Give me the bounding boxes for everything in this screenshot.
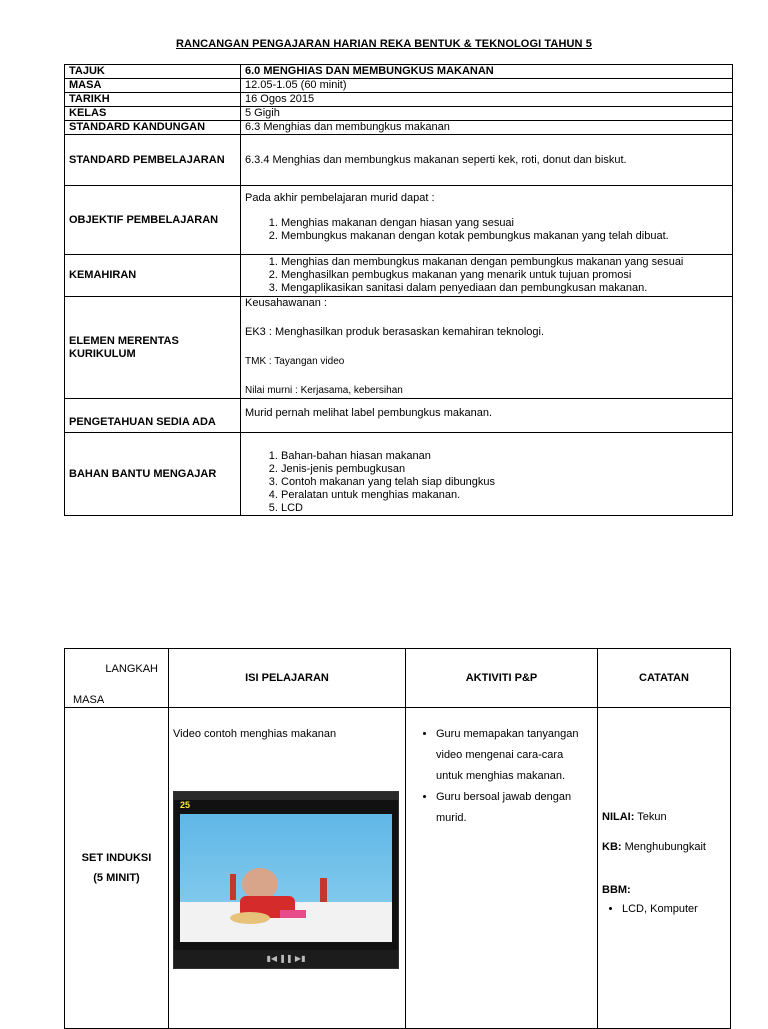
- label-bahan: BAHAN BANTU MENGAJAR: [65, 433, 241, 516]
- value-tajuk: 6.0 MENGHIAS DAN MEMBUNGKUS MAKANAN: [241, 65, 733, 79]
- row-tajuk: [65, 65, 733, 79]
- value-objektif: [241, 186, 733, 255]
- row-kemahiran: [65, 255, 733, 297]
- list-item: 1. Bahan-bahan hiasan makanan: [281, 450, 728, 463]
- isi-cell: [169, 708, 406, 1029]
- row-standard-pembelajaran: [65, 135, 733, 186]
- label-elemen: ELEMEN MERENTAS KURIKULUM: [65, 297, 241, 399]
- lesson-header-row: [65, 649, 731, 708]
- objektif-intro: Pada akhir pembelajaran murid dapat :: [245, 192, 435, 204]
- list-item: • LCD, Komputer: [622, 903, 726, 916]
- label-standard-kandungan: STANDARD KANDUNGAN: [65, 121, 241, 135]
- lesson-row-set-induksi: [65, 708, 731, 1029]
- list-item: • Guru bersoal jawab dengan murid.: [436, 787, 593, 829]
- value-standard-pembelajaran: 6.3.4 Menghias dan membungkus makanan seperti kek, roti, donut dan biskut.: [241, 135, 733, 186]
- video-frame-illustration: [180, 814, 392, 942]
- value-standard-kandungan: 6.3 Menghias dan membungkus makanan: [241, 121, 733, 135]
- list-item: 4. Peralatan untuk menghias makanan.: [281, 489, 728, 502]
- video-screenshot: [173, 791, 399, 969]
- header-masa: MASA: [73, 694, 105, 706]
- row-masa: [65, 79, 733, 93]
- nilai-label: NILAI:: [602, 811, 635, 823]
- aktiviti-list: [410, 724, 593, 829]
- label-objektif: OBJEKTIF PEMBELAJARAN: [65, 186, 241, 255]
- header-langkah-masa: [65, 649, 169, 708]
- list-item: 1. Menghias makanan dengan hiasan yang sesuai: [281, 217, 728, 230]
- header-catatan: CATATAN: [598, 649, 731, 708]
- elemen-line-2: EK3 : Menghasilkan produk berasaskan kemahiran teknologi.: [245, 326, 545, 338]
- bahan-list: [245, 450, 728, 515]
- video-controls: ▮◀ ❚❚ ▶▮: [174, 950, 398, 968]
- label-tarikh: TARIKH: [65, 93, 241, 107]
- nilai-line: [602, 811, 726, 824]
- kb-label: KB:: [602, 841, 622, 853]
- label-pengetahuan: PENGETAHUAN SEDIA ADA: [65, 399, 241, 433]
- row-objektif: [65, 186, 733, 255]
- value-kemahiran: [241, 255, 733, 297]
- list-item: 2. Membungkus makanan dengan kotak pembungkus makanan yang telah dibuat.: [281, 230, 728, 243]
- stage-name: SET INDUKSI: [81, 852, 152, 864]
- video-frame: [180, 814, 392, 942]
- list-item: 3. Mengaplikasikan sanitasi dalam penyediaan dan pembungkusan makanan.: [281, 282, 728, 295]
- label-kemahiran: KEMAHIRAN: [65, 255, 241, 297]
- kemahiran-list: [245, 256, 728, 295]
- row-pengetahuan: [65, 399, 733, 433]
- value-pengetahuan: Murid pernah melihat label pembungkus makanan.: [241, 399, 733, 433]
- page-title: RANCANGAN PENGAJARAN HARIAN REKA BENTUK & TEKNOLOGI TAHUN 5: [176, 38, 592, 50]
- row-standard-kandungan: [65, 121, 733, 135]
- elemen-line-1: Keusahawanan :: [245, 297, 327, 309]
- bbm-label: BBM:: [602, 884, 631, 896]
- header-langkah: LANGKAH: [105, 663, 158, 675]
- row-kelas: [65, 107, 733, 121]
- info-table: [64, 64, 733, 516]
- isi-text: Video contoh menghias makanan: [173, 728, 337, 740]
- catatan-cell: [598, 708, 731, 1029]
- bbm-list: [602, 903, 726, 916]
- list-item: 2. Jenis-jenis pembugkusan: [281, 463, 728, 476]
- row-bahan: [65, 433, 733, 516]
- nilai-value: Tekun: [634, 811, 667, 823]
- elemen-line-4: Nilai murni : Kerjasama, kebersihan: [245, 385, 403, 396]
- label-tajuk: TAJUK: [65, 65, 241, 79]
- stage-cell: [65, 708, 169, 1029]
- value-tarikh: 16 Ogos 2015: [241, 93, 733, 107]
- value-bahan: [241, 433, 733, 516]
- aktiviti-cell: [406, 708, 598, 1029]
- elemen-line-3: TMK : Tayangan video: [245, 356, 345, 367]
- header-aktiviti: AKTIVITI P&P: [406, 649, 598, 708]
- objektif-list: [245, 217, 728, 243]
- list-item: 5. LCD: [281, 502, 728, 515]
- list-item: 2. Menghasilkan pembugkus makanan yang menarik untuk tujuan promosi: [281, 269, 728, 282]
- video-counter: 25: [180, 800, 191, 810]
- label-masa: MASA: [65, 79, 241, 93]
- value-elemen: [241, 297, 733, 399]
- list-item: 1. Menghias dan membungkus makanan dengan pembungkus makanan yang sesuai: [281, 256, 728, 269]
- label-standard-pembelajaran: STANDARD PEMBELAJARAN: [65, 135, 241, 186]
- lesson-table: [64, 648, 731, 1029]
- value-masa: 12.05-1.05 (60 minit): [241, 79, 733, 93]
- kb-value: Menghubungkait: [621, 841, 706, 853]
- header-isi: ISI PELAJARAN: [169, 649, 406, 708]
- video-titlebar: [174, 792, 398, 800]
- list-item: 3. Contoh makanan yang telah siap dibungkus: [281, 476, 728, 489]
- list-item: • Guru memapakan tanyangan video mengenai cara-cara untuk menghias makanan.: [436, 724, 593, 787]
- kb-line: [602, 841, 726, 854]
- bbm-line: [602, 884, 726, 897]
- value-kelas: 5 Gigih: [241, 107, 733, 121]
- label-kelas: KELAS: [65, 107, 241, 121]
- row-elemen: [65, 297, 733, 399]
- row-tarikh: [65, 93, 733, 107]
- stage-duration: (5 MINIT): [93, 872, 140, 884]
